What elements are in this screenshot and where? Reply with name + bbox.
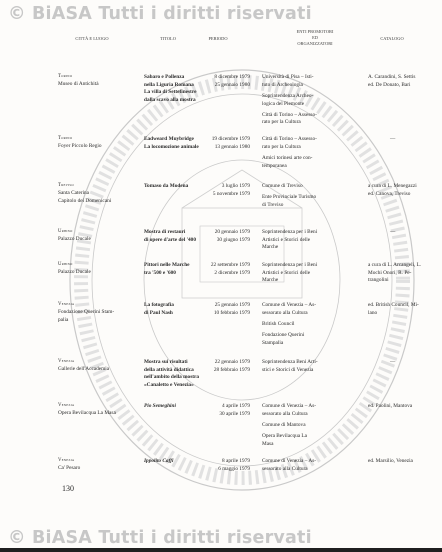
title-line: di opere d'arte del '400: [144, 236, 196, 243]
organizer-line: Università di Pisa – Isti-: [262, 74, 314, 80]
header-org-line: ED: [312, 34, 318, 40]
title-line: Mostra sui risultati: [144, 359, 188, 365]
title-line: Ippolito Caffi: [144, 458, 174, 464]
catalog-line: ed. Marsilio, Venezia: [368, 458, 413, 464]
organizer-line: tuto di Archeologia: [262, 81, 303, 88]
organizer-line: logica del Piemonte: [262, 100, 305, 107]
row-organizers: [262, 458, 316, 473]
period-line: 22 settembre 1979: [210, 262, 250, 268]
venue-line: palia: [58, 316, 69, 323]
organizer-line: Comune di Venezia – As-: [262, 403, 317, 409]
row-city-place: [58, 136, 102, 151]
period-line: 5 novembre 1979: [212, 190, 250, 197]
period-line: 10 febbraio 1979: [213, 309, 250, 316]
row-title: [144, 262, 190, 277]
row-organizers: [262, 136, 317, 170]
catalog-line: —: [390, 136, 396, 142]
period-line: 2 dicembre 1979: [214, 269, 250, 276]
row-organizers: [262, 302, 316, 347]
organizer-line: sessorato alla Cultura: [262, 410, 308, 417]
watermark-top: © BiASA Tutti i diritti riservati: [8, 4, 312, 24]
row-catalog: [368, 74, 415, 89]
title-line: La locomozione animale: [144, 143, 199, 150]
catalog-line: a cura di L. Arcangeli, L.: [368, 262, 422, 268]
row-period: [190, 359, 250, 374]
organizer-line: Città di Torino – Assesso-: [262, 111, 317, 118]
title-line: Sabaro e Pollenza: [144, 74, 185, 80]
row-organizers: [262, 183, 316, 210]
row-organizers: [262, 74, 317, 127]
period-line: 25 gennaio 1980: [214, 81, 250, 88]
city-name: Venezia: [58, 302, 75, 307]
row-catalog: [368, 403, 412, 411]
catalog-line: ed. Paolini, Mantova: [368, 403, 413, 409]
title-line: nella Liguria Romana: [144, 81, 194, 88]
title-line: Tomaso da Modena: [144, 183, 189, 189]
row-city-place: [58, 229, 91, 244]
row-title: [144, 403, 176, 411]
venue-line: Fondazione Querini Stam-: [58, 308, 115, 315]
row-catalog: [390, 136, 395, 144]
title-line: La villa di Settefinestre: [144, 89, 197, 96]
organizer-line: Opera Bevilacqua La: [262, 433, 308, 440]
period-line: 6 maggio 1979: [218, 465, 250, 472]
organizer-line: Città di Torino – Assesso-: [262, 136, 317, 142]
organizer-line: Marche: [262, 277, 279, 284]
city-name: Treviso: [58, 183, 74, 188]
title-line: «Canaletto e Venezia»: [144, 382, 194, 389]
title-line: La fotografia: [144, 302, 174, 308]
city-name: Venezia: [58, 359, 75, 364]
organizer-line: rato per la Cultura: [262, 143, 301, 150]
row-catalog: [368, 262, 421, 285]
header-catalog: CATALOGO: [380, 36, 404, 41]
row-city-place: [58, 183, 111, 205]
venue-line: Opera Bevilacqua La Masa: [58, 409, 116, 416]
catalog-line: ed. British Council, Mi-: [368, 302, 419, 308]
row-organizers: [262, 229, 317, 252]
row-catalog: [390, 359, 395, 367]
period-line: 19 dicembre 1979: [211, 136, 250, 142]
row-organizers: [262, 403, 316, 448]
organizer-line: British Council: [262, 320, 295, 327]
title-line: dalla scavo alla mostra: [144, 97, 196, 104]
organizer-line: temporanea: [262, 162, 287, 169]
title-line: tra '500 e '600: [144, 269, 176, 276]
row-period: [190, 229, 250, 244]
page-edge-bar: [0, 548, 442, 552]
row-period: [190, 74, 250, 89]
row-catalog: [368, 183, 417, 198]
row-period: [190, 403, 250, 418]
catalog-line: Mochi Onori, R. Pe-: [368, 269, 412, 276]
header-organizers: [270, 29, 360, 47]
catalog-line: trangolini: [368, 277, 389, 284]
city-name: Urbino: [58, 229, 73, 234]
row-title: [144, 74, 196, 105]
header-title: TITOLO: [160, 36, 176, 41]
row-period: [190, 458, 250, 473]
city-name: Urbino: [58, 262, 73, 267]
catalog-line: A. Carandini, S. Settis: [368, 74, 416, 80]
organizer-line: Comune di Treviso: [262, 183, 303, 189]
organizer-line: Soprintendenza per i Beni: [262, 229, 318, 235]
organizer-line: di Treviso: [262, 201, 284, 208]
venue-line: Museo di Antichità: [58, 80, 99, 87]
row-city-place: [58, 262, 91, 277]
title-line: nell'ambito della mostra: [144, 374, 200, 381]
venue-line: Santa Caterina: [58, 189, 90, 196]
period-line: 4 aprile 1979: [222, 403, 250, 409]
row-period: [190, 302, 250, 317]
title-line: di Paul Nash: [144, 309, 173, 316]
catalog-line: ed. Canova, Treviso: [368, 190, 411, 197]
venue-line: Capitolo dei Domenicani: [58, 197, 112, 204]
catalog-line: —: [390, 359, 396, 365]
row-organizers: [262, 359, 318, 374]
header-period: PERIODO: [208, 36, 228, 41]
title-line: della attività didattica: [144, 366, 194, 373]
organizer-line: Ente Provinciale Turismo: [262, 194, 317, 201]
row-title: [144, 458, 173, 466]
title-line: Eadweard Muybridge: [144, 136, 194, 142]
city-name: Venezia: [58, 403, 75, 408]
catalog-line: ed. De Donato, Bari: [368, 81, 411, 88]
city-name: Venezia: [58, 458, 75, 463]
city-name: Torino: [58, 74, 73, 79]
row-period: [190, 136, 250, 151]
organizer-line: Stampalia: [262, 339, 284, 346]
period-line: 30 giugno 1979: [216, 236, 250, 243]
row-city-place: [58, 458, 80, 473]
row-organizers: [262, 262, 317, 285]
organizer-line: Marche: [262, 244, 279, 251]
organizer-line: Soprintendenza Beni Arti-: [262, 359, 318, 365]
row-title: [144, 229, 196, 244]
period-line: 30 aprile 1979: [219, 410, 250, 417]
catalog-line: a cura di L. Menegazzi: [368, 183, 417, 189]
organizer-line: Artistici e Storici delle: [262, 269, 311, 276]
header-city: CITTÀ E LUOGO: [75, 36, 109, 41]
row-title: [144, 302, 174, 317]
page-number: 130: [62, 484, 74, 493]
organizer-line: sessorato alla Cultura: [262, 309, 308, 316]
city-name: Torino: [58, 136, 73, 141]
organizer-line: rato per la Cultura: [262, 119, 301, 126]
organizer-line: Soprintendenza per i Beni: [262, 262, 318, 268]
venue-line: Foyer Piccolo Regio: [58, 142, 102, 149]
catalog-line: lano: [368, 309, 378, 316]
row-city-place: [58, 74, 99, 89]
row-city-place: [58, 359, 109, 374]
period-line: 25 gennaio 1979: [214, 302, 250, 308]
venue-line: Ca' Pesaro: [58, 464, 81, 471]
catalog-line: —: [390, 229, 396, 235]
organizer-line: Comune di Venezia – As-: [262, 302, 317, 308]
organizer-line: Artistici e Storici delle: [262, 236, 311, 243]
venue-line: Palazzo Ducale: [58, 268, 91, 275]
row-catalog: [390, 229, 395, 237]
organizer-line: stici e Storici di Venezia: [262, 366, 314, 373]
row-period: [190, 262, 250, 277]
period-line: 20 gennaio 1979: [214, 229, 250, 235]
title-line: Mostra di restauri: [144, 229, 186, 235]
organizer-line: Masa: [262, 440, 274, 447]
row-title: [144, 183, 188, 191]
row-period: [190, 183, 250, 198]
watermark-bottom: © BiASA Tutti i diritti riservati: [8, 528, 312, 548]
title-line: Pittori nelle Marche: [144, 262, 190, 268]
row-catalog: [368, 302, 419, 317]
period-line: 28 febbraio 1979: [213, 366, 250, 373]
row-catalog: [368, 458, 413, 466]
title-line: Pio Semeghini: [144, 403, 176, 409]
organizer-line: Comune di Mantova: [262, 421, 306, 428]
period-line: 22 gennaio 1979: [214, 359, 250, 365]
header-org-line: ORGANIZZATORI: [297, 40, 333, 46]
period-line: 8 dicembre 1979: [214, 74, 250, 80]
period-line: 3 luglio 1979: [221, 183, 250, 189]
row-city-place: [58, 403, 116, 418]
header-org-line: ENTI PROMOTORI: [296, 29, 334, 34]
organizer-line: Fondazione Querini: [262, 332, 305, 339]
organizer-line: Soprintendenza Archeo-: [262, 92, 314, 99]
organizer-line: Amici torinesi arte con-: [262, 154, 313, 161]
venue-line: Palazzo Ducale: [58, 235, 91, 242]
period-line: 8 aprile 1979: [222, 458, 250, 464]
organizer-line: Comune di Venezia – As-: [262, 458, 317, 464]
period-line: 13 gennaio 1980: [214, 143, 250, 150]
organizer-line: sessorato alla Cultura: [262, 465, 308, 472]
row-city-place: [58, 302, 114, 324]
venue-line: Gallerie dell'Accademia: [58, 365, 110, 372]
